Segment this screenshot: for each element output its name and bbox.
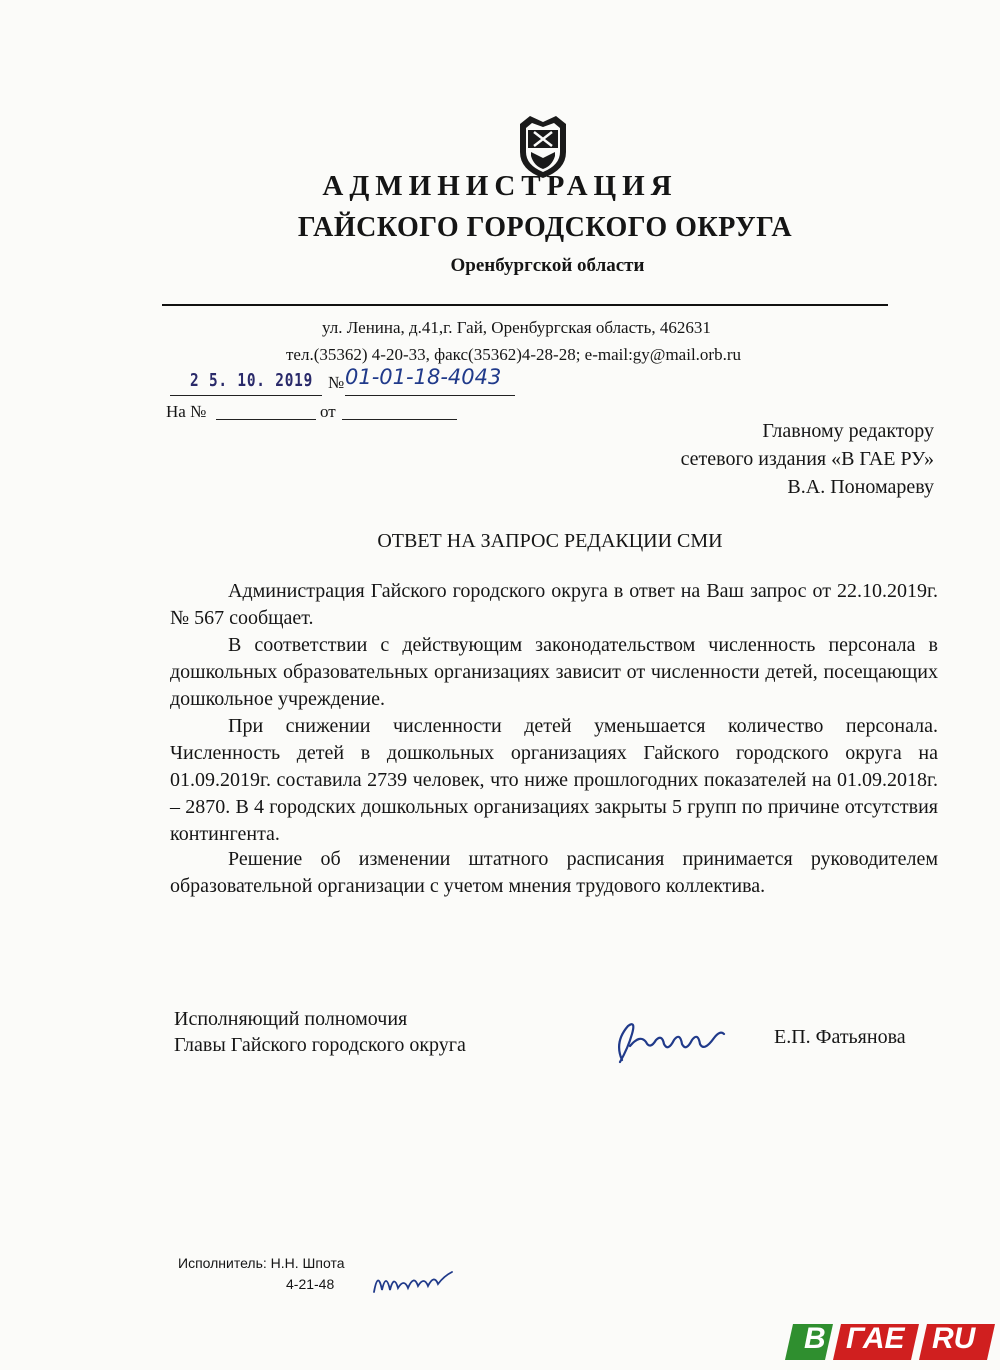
number-label: №	[328, 373, 345, 392]
org-title: АДМИНИСТРАЦИЯ	[322, 170, 678, 202]
signer-name: Е.П. Фатьянова	[774, 1026, 906, 1048]
date-underline	[170, 395, 322, 396]
recipient-line-3: В.А. Пономареву	[787, 476, 934, 498]
paragraph-text: Решение об изменении штатного расписания принимается руководителем образовательной организации с учетом мнения трудового коллектива.	[170, 848, 938, 897]
from-label: от	[320, 402, 336, 421]
paragraph-text: В соответствии с действующим законодательством численность персонала в дошкольных образовательных организациях зависит от численности детей, посещающих дошкольное учреждение.	[170, 634, 938, 710]
header-divider	[162, 304, 888, 306]
outgoing-number-handwritten: 01-01-18-4043	[345, 365, 502, 389]
signer-position-line-1: Исполняющий полномочия	[174, 1008, 408, 1030]
number-underline	[345, 395, 515, 396]
org-address: ул. Ленина, д.41,г. Гай, Оренбургская область, 462631	[322, 318, 711, 337]
logo-text-gae: ГАЕ	[846, 1322, 905, 1355]
body-paragraph-2	[170, 632, 938, 713]
signer-position-line-2: Главы Гайского городского округа	[174, 1034, 466, 1056]
paragraph-text: Администрация Гайского городского округа в ответ на Ваш запрос от 22.10.2019г. № 567 сообщает.	[170, 580, 938, 629]
body-paragraph-1	[170, 578, 938, 632]
org-contacts: тел.(35362) 4-20-33, факс(35362)4-28-28; e-mail:gy@mail.orb.ru	[286, 345, 741, 364]
logo-text-b: B	[804, 1322, 826, 1355]
recipient-line-1: Главному редактору	[762, 420, 934, 442]
body-paragraph-4	[170, 846, 938, 900]
body-paragraph-3	[170, 713, 938, 848]
org-region: Оренбургской области	[450, 255, 645, 276]
date-stamp: 2 5. 10. 2019	[190, 370, 314, 391]
logo-text-ru: RU	[932, 1322, 976, 1355]
document-heading: ОТВЕТ НА ЗАПРОС РЕДАКЦИИ СМИ	[377, 530, 723, 552]
paragraph-text: При снижении численности детей уменьшается количество персонала. Численность детей в дошкольных организациях Гайского городского округа на 01.09.2019г. составила 2739 человек, что ниже прошлогодних показателей на 01.09.2018г. – 2870. В 4 городских дошкольных организациях закрыты 5 групп по причине отсутствия контингента.	[170, 715, 938, 845]
executor-label: Исполнитель: Н.Н. Шпота	[178, 1255, 345, 1271]
executor-phone: 4-21-48	[286, 1276, 335, 1292]
recipient-line-2: сетевого издания «В ГАЕ РУ»	[680, 448, 934, 470]
reply-to-label: На №	[166, 402, 207, 421]
org-subtitle: ГАЙСКОГО ГОРОДСКОГО ОКРУГА	[297, 212, 793, 243]
handwritten-signature-icon	[610, 1012, 730, 1072]
executor-signature-icon	[368, 1262, 458, 1298]
